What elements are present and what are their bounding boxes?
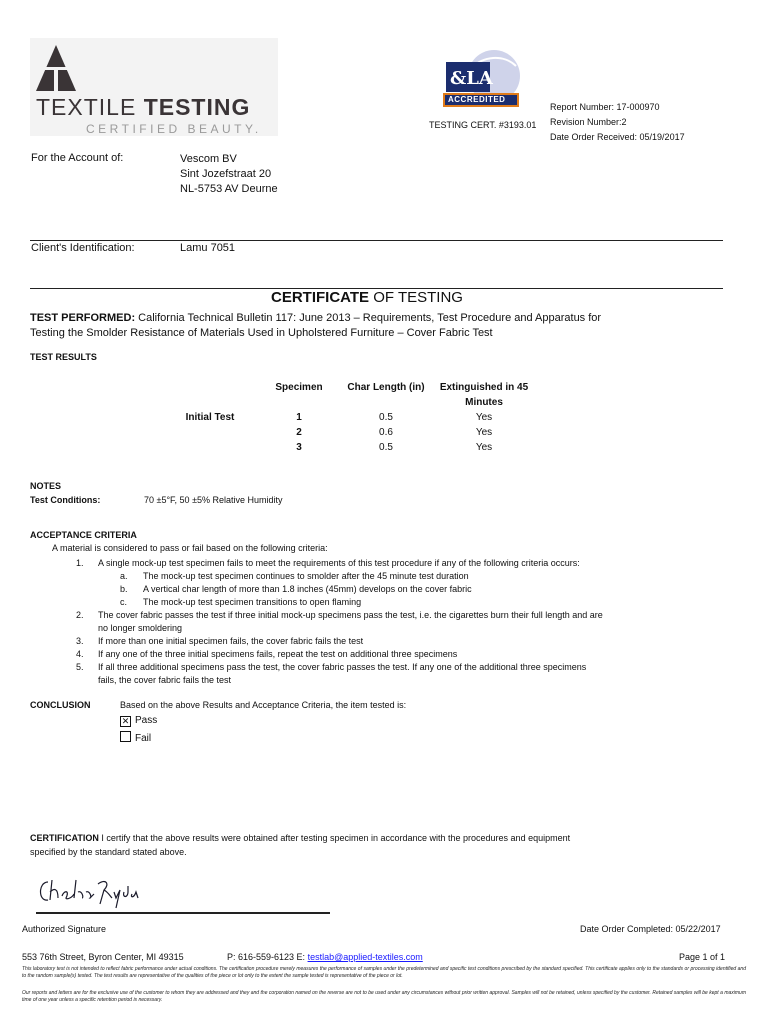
disclaimer-1: This laboratory test is not intended to reflect fabric performance under actual conditions. The certification procedure merely measures the performance of samples under the predetermined and specific test conditions prescribed by the standard specified. This certificate applies only to the standards or processing identified and to the random sample(s) tested. The test results are representative of the qualities of the piece or lot only to the extent the sample tested is representative of the piece or lot. [22, 966, 746, 979]
checked-box-icon: ✕ [121, 716, 130, 726]
certification-label: CERTIFICATION [30, 833, 99, 843]
char-length-cell: 0.5 [379, 412, 393, 423]
account-address [180, 152, 278, 197]
footer-phone: P: 616-559-6123 E: [227, 952, 308, 962]
table-row [160, 412, 534, 427]
logo-tagline: CERTIFIED BEAUTY. [86, 122, 262, 136]
table-header-row [160, 382, 534, 397]
acceptance-list [0, 557, 700, 687]
account-city: NL-5753 AV Deurne [180, 183, 278, 195]
pass-option [120, 715, 157, 727]
specimen-cell: 1 [296, 412, 302, 423]
results-table [160, 382, 534, 457]
report-info [550, 100, 685, 145]
list-item: c. The mock-up test specimen transitions to open flaming [120, 597, 362, 607]
test-performed [30, 311, 601, 341]
certification-statement [30, 831, 570, 859]
acceptance-intro: A material is considered to pass or fail based on the following criteria: [52, 543, 328, 553]
char-length-cell: 0.6 [379, 427, 393, 438]
list-item: 2. The cover fabric passes the test if three initial mock-up specimens pass the test, i.e. the cigarettes burn their full length and are [76, 610, 603, 620]
divider [30, 240, 723, 241]
column-header: Specimen [275, 382, 323, 393]
specimen-cell: 2 [296, 427, 302, 438]
notes-heading: NOTES [30, 481, 62, 491]
test-conditions-label: Test Conditions: [30, 495, 101, 505]
triangle-logo-icon [34, 43, 78, 93]
extinguished-cell: Yes [475, 427, 493, 438]
test-performed-text: California Technical Bulletin 117: June 2013 – Requirements, Test Procedure and Apparatus for [135, 312, 602, 324]
handwritten-signature [36, 868, 146, 910]
extinguished-cell: Yes [475, 412, 493, 423]
list-item: 1. A single mock-up test specimen fails to meet the requirements of this test procedure if any of the following criteria occurs: [76, 558, 580, 568]
company-logo [30, 38, 278, 136]
test-conditions-value: 70 ±5°F, 50 ±5% Relative Humidity [144, 495, 283, 505]
table-row [160, 442, 534, 457]
accreditation-badge [442, 46, 522, 110]
column-header: Char Length (in) [347, 382, 425, 393]
page-title [0, 289, 734, 306]
char-length-cell: 0.5 [379, 442, 393, 453]
test-performed-label: TEST PERFORMED: [30, 312, 136, 324]
report-number: Report Number: 17-000970 [550, 102, 660, 112]
account-street: Sint Jozefstraat 20 [180, 168, 272, 180]
date-order-received: Date Order Received: 05/19/2017 [550, 132, 685, 142]
table-header-row [160, 397, 534, 412]
table-row [160, 427, 534, 442]
signature-label: Authorized Signature [22, 924, 107, 934]
conclusion-heading: CONCLUSION [30, 700, 91, 710]
specimen-cell: 3 [296, 442, 302, 453]
list-item: 4. If any one of the three initial specimens fails, repeat the test on additional three specimens [76, 649, 458, 659]
row-group-label: Initial Test [185, 412, 235, 423]
pass-label: Pass [135, 715, 158, 726]
list-item: no longer smoldering [98, 623, 183, 633]
logo-text-testing: TESTING [143, 94, 251, 120]
svg-text:&LA: &LA [450, 68, 493, 89]
client-id-label: Client's Identification: [31, 242, 135, 254]
page-title-rest: OF TESTING [369, 289, 463, 306]
unchecked-box-icon [120, 731, 131, 742]
column-header: Extinguished in 45 [439, 382, 529, 393]
list-item: 5. If all three additional specimens pass the test, the cover fabric passes the test. If any one of the additional three specimens [76, 662, 587, 672]
account-name: Vescom BV [180, 153, 237, 165]
footer-contact [227, 952, 423, 962]
acceptance-heading: ACCEPTANCE CRITERIA [30, 530, 137, 540]
test-results-heading: TEST RESULTS [30, 352, 97, 362]
list-item: b. A vertical char length of more than 1.8 inches (45mm) develops on the cover fabric [120, 584, 472, 594]
client-id-value: Lamu 7051 [180, 242, 236, 254]
signature-line [36, 912, 330, 914]
list-item: a. The mock-up test specimen continues to smolder after the 45 minute test duration [120, 571, 469, 581]
test-performed-text-2: Testing the Smolder Resistance of Materials Used in Upholstered Furniture – Cover Fabric Test [30, 327, 493, 339]
footer-address: 553 76th Street, Byron Center, MI 49315 [22, 952, 184, 962]
certification-text: I certify that the above results were obtained after testing specimen in accordance with the procedures and equipment [98, 833, 571, 843]
extinguished-cell: Yes [475, 442, 493, 453]
testing-cert-number: TESTING CERT. #3193.01 [429, 120, 537, 130]
email-link[interactable]: testlab@applied-textiles.com [307, 952, 423, 962]
fail-label: Fail [135, 733, 152, 744]
logo-text-textile: TEXTILE [36, 94, 137, 120]
page-title-bold: CERTIFICATE [271, 289, 370, 306]
list-item: 3. If more than one initial specimen fails, the cover fabric fails the test [76, 636, 364, 646]
page-number: Page 1 of 1 [679, 952, 726, 962]
accredited-label: ACCREDITED [448, 95, 506, 104]
account-label: For the Account of: [31, 152, 124, 164]
list-item: fails, the cover fabric fails the test [98, 675, 232, 685]
revision-number: Revision Number:2 [550, 117, 627, 127]
column-header: Minutes [465, 397, 503, 408]
conclusion-text: Based on the above Results and Acceptance Criteria, the item tested is: [120, 700, 407, 710]
date-order-completed: Date Order Completed: 05/22/2017 [580, 924, 721, 934]
fail-option [120, 731, 151, 744]
disclaimer-2: Our reports and letters are for the exclusive use of the customer to whom they are addressed and they and the corporation named on the reverse are not to be used under any circumstances without prior written approval. Samples will not be retained, unless specified by the customer. Retained samples will be kept a maximum time of one year unless a specific retention period is necessary. [22, 990, 746, 1003]
certification-text-2: specified by the standard stated above. [30, 847, 187, 857]
